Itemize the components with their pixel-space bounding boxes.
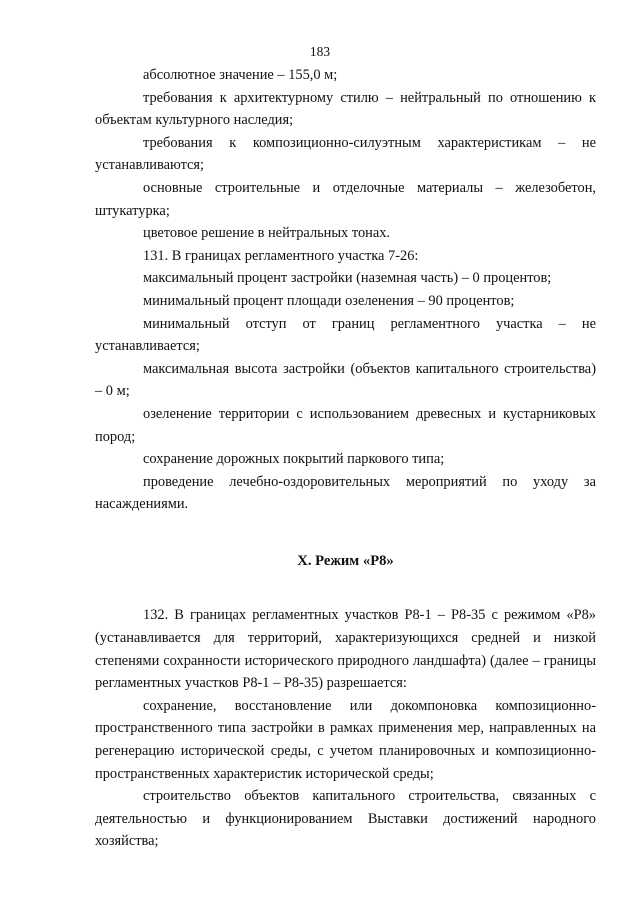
paragraph: проведение лечебно-оздоровительных мероприятий по уходу за насаждениями. xyxy=(95,473,596,513)
paragraph: озеленение территории с использованием древесных и кустарниковых пород; xyxy=(95,405,596,445)
section-heading: X. Режим «Р8» xyxy=(297,552,394,569)
paragraph: основные строительные и отделочные материалы – железобетон, штукатурка; xyxy=(95,179,596,219)
paragraph: минимальный отступ от границ регламентного участка – не устанавливается; xyxy=(95,315,596,355)
paragraph: максимальная высота застройки (объектов капитального строительства) – 0 м; xyxy=(95,360,596,400)
page-number: 183 xyxy=(309,44,331,59)
paragraph: требования к композиционно-силуэтным характеристикам – не устанавливаются; xyxy=(95,134,596,174)
paragraph: абсолютное значение – 155,0 м; xyxy=(143,67,338,83)
paragraph: требования к архитектурному стилю – нейтральный по отношению к объектам культурного наследия; xyxy=(95,89,596,129)
paragraph: максимальный процент застройки (наземная часть) – 0 процентов; xyxy=(143,270,552,287)
document-body xyxy=(95,64,596,853)
paragraph: 132. В границах регламентных участков Р8-1 – Р8-35 с режимом «Р8» (устанавливается для территорий, характеризующихся средней и низкой степенями сохранности исторического природного ландшафта) (далее – границы регламентных участков Р8-1 – Р8-35) разрешается: xyxy=(95,607,596,692)
paragraph: строительство объектов капитального строительства, связанных с деятельностью и функционированием Выставки достижений народного хозяйства; xyxy=(95,788,596,850)
paragraph: цветовое решение в нейтральных тонах. xyxy=(143,225,391,242)
paragraph: сохранение, восстановление или докомпоновка композиционно-пространственного типа застройки в рамках применения мер, направленных на регенерацию исторической среды, с учетом планировочных и композиционно-пространственных характеристик исторической среды; xyxy=(95,697,596,782)
paragraph: минимальный процент площади озеленения – 90 процентов; xyxy=(143,292,515,309)
paragraph: сохранение дорожных покрытий паркового типа; xyxy=(143,451,445,468)
paragraph: 131. В границах регламентного участка 7-26: xyxy=(143,247,419,264)
